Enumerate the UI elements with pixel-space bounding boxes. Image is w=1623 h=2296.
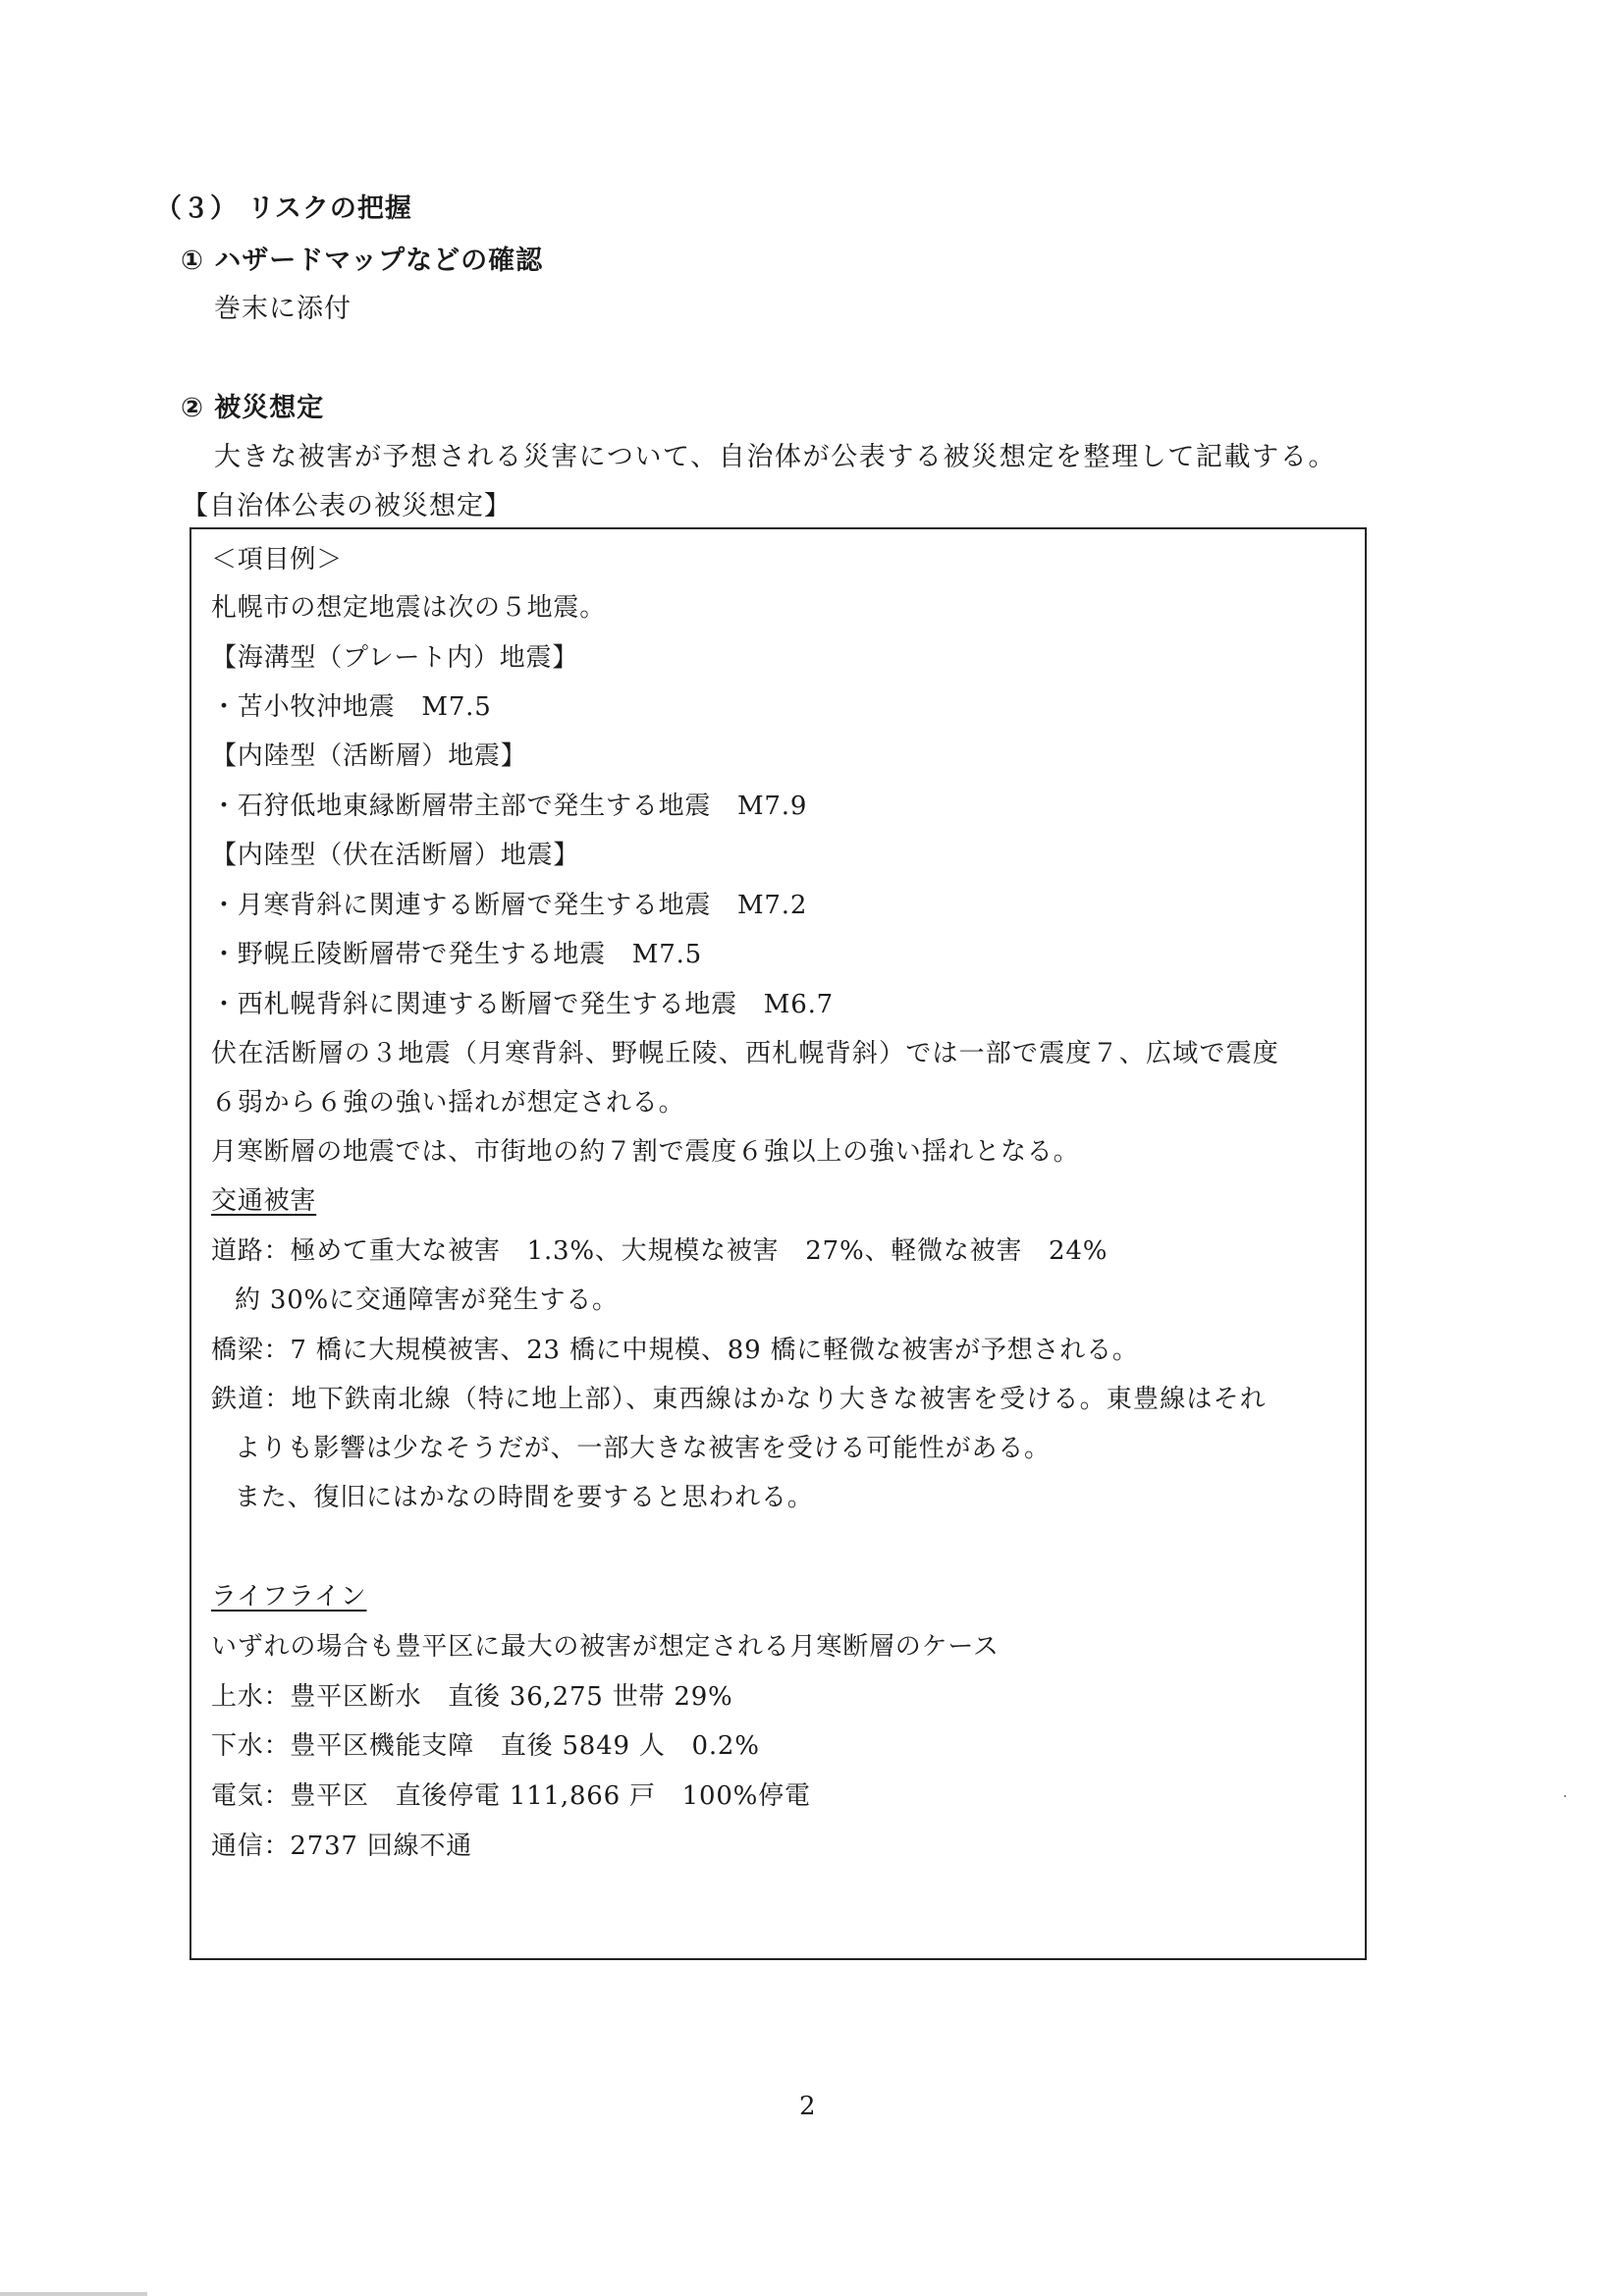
- box-line: よりも影響は少なそうだが、一部大きな被害を受ける可能性がある。: [235, 1434, 1051, 1463]
- box-line: 【海溝型（プレート内）地震】: [211, 643, 579, 673]
- box-caption: 【自治体公表の被災想定】: [182, 491, 512, 521]
- box-line: ・西札幌背斜に関連する断層で発生する地震 M6.7: [211, 990, 834, 1019]
- scan-speck: [1564, 1795, 1566, 1797]
- box-line: 通信：2737 回線不通: [211, 1831, 473, 1861]
- box-line: ・苫小牧沖地震 M7.5: [211, 692, 492, 722]
- scan-edge-mark: [0, 2292, 147, 2296]
- box-line: 伏在活断層の３地震（月寒背斜、野幌丘陵、西札幌背斜）では一部で震度７、広域で震度: [211, 1039, 1280, 1068]
- box-line: ６弱から６強の強い揺れが想定される。: [211, 1088, 685, 1118]
- box-line: 【内陸型（伏在活断層）地震】: [211, 841, 580, 870]
- damage-estimate-box: [189, 527, 1367, 1960]
- box-line: 下水：豊平区機能支障 直後 5849 人 0.2%: [211, 1731, 760, 1761]
- box-subheading-lifeline: ライフライン: [211, 1582, 367, 1612]
- box-line: 【内陸型（活断層）地震】: [211, 741, 527, 771]
- box-line: 月寒断層の地震では、市街地の約７割で震度６強以上の強い揺れとなる。: [211, 1137, 1080, 1167]
- subsection-heading-hazard-map: ① ハザードマップなどの確認: [181, 246, 544, 276]
- box-line: 札幌市の想定地震は次の５地震。: [211, 593, 607, 623]
- box-line: 橋梁：7 橋に大規模被害、23 橋に中規模、89 橋に軽微な被害が予想される。: [211, 1336, 1139, 1365]
- damage-estimate-intro: 大きな被害が予想される災害について、自治体が公表する被災想定を整理して記載する。: [214, 442, 1336, 472]
- box-line: 鉄道：地下鉄南北線（特に地上部）、東西線はかなり大きな被害を受ける。東豊線はそれ: [211, 1385, 1268, 1414]
- box-line: ・野幌丘陵断層帯で発生する地震 M7.5: [211, 940, 702, 969]
- box-line: 道路：極めて重大な被害 1.3%、大規模な被害 27%、軽微な被害 24%: [211, 1236, 1109, 1266]
- section-heading: （３） リスクの把握: [155, 193, 412, 224]
- box-line: 上水：豊平区断水 直後 36,275 世帯 29%: [211, 1682, 733, 1712]
- box-line: また、復旧にはかなの時間を要すると思われる。: [235, 1483, 814, 1512]
- hazard-map-note: 巻末に添付: [214, 294, 352, 324]
- subsection-heading-damage-estimate: ② 被災想定: [181, 393, 325, 423]
- box-line: 電気：豊平区 直後停電 111,866 戸 100%停電: [211, 1781, 811, 1811]
- box-line: いずれの場合も豊平区に最大の被害が想定される月寒断層のケース: [211, 1632, 1000, 1662]
- box-line: ・石狩低地東縁断層帯主部で発生する地震 M7.9: [211, 792, 808, 821]
- page-number: 2: [799, 2092, 816, 2121]
- box-line: ＜項目例＞: [211, 545, 344, 574]
- box-line: ・月寒背斜に関連する断層で発生する地震 M7.2: [211, 891, 808, 920]
- box-line: 約 30%に交通障害が発生する。: [235, 1285, 619, 1315]
- box-subheading-traffic: 交通被害: [211, 1186, 317, 1216]
